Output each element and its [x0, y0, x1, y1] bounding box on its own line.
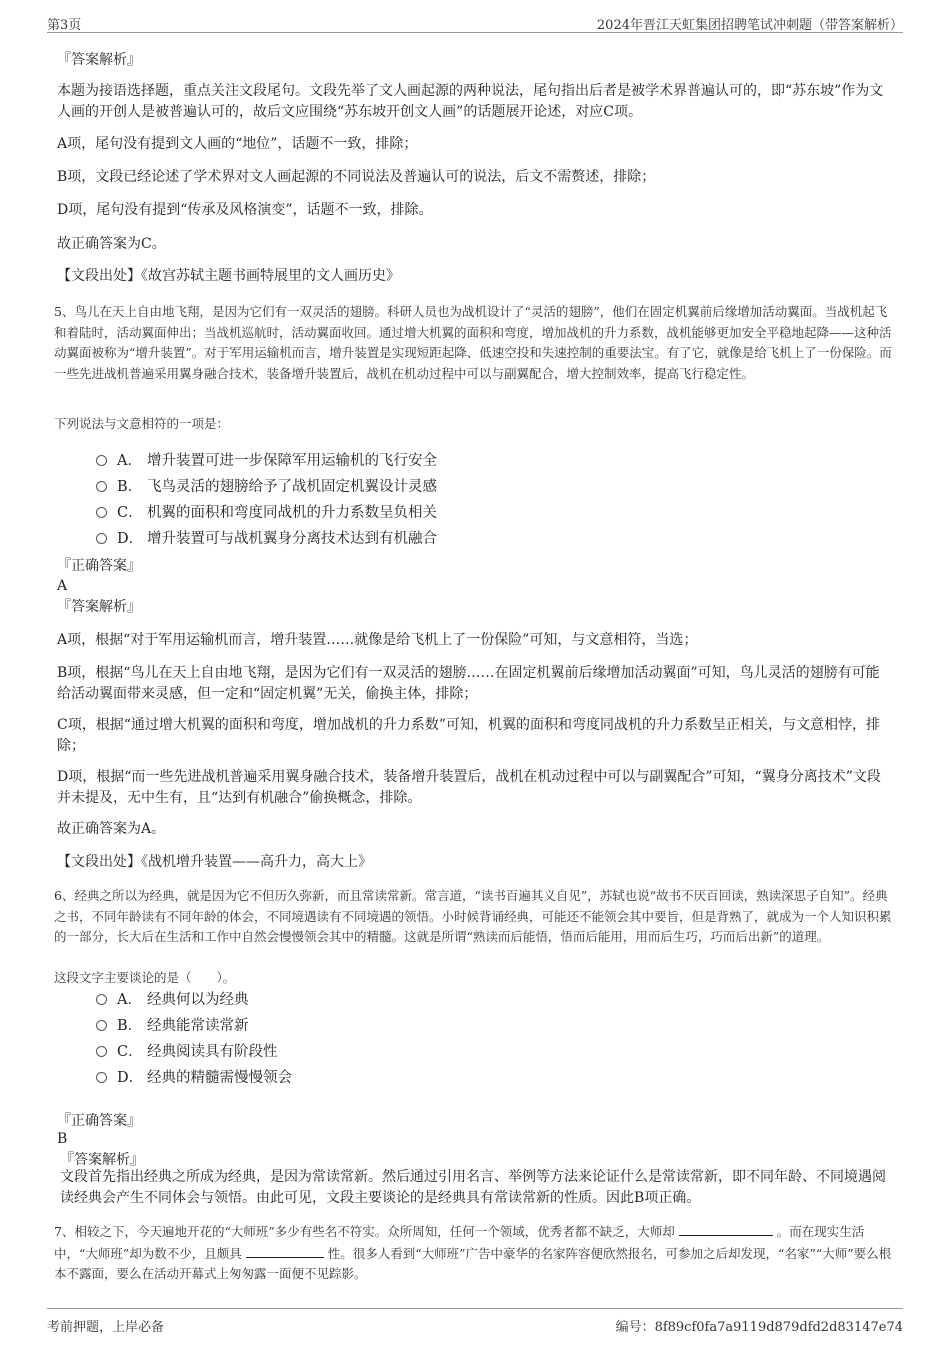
q7-passage: 7、相较之下，今天遍地开花的“大师班”多少有些名不符实。众所周知，任何一个领域，优秀者都不缺乏，大师却 。而在现实生活中，“大师班”却为数不少，且颇具 性。很多人看到“大师班”广告中豪华的名家阵容便欣然报名，可参加之后却发现，“名家”“大师”要么根本不露面，要么在活动开幕式上匆匆露一面便不见踪影。	[54, 1221, 896, 1285]
q6-option-d[interactable]: D． 经典的精髓需慢慢领会	[96, 1068, 292, 1088]
q6-option-b[interactable]: B． 经典能常读常新	[96, 1016, 249, 1036]
radio-icon[interactable]	[96, 533, 107, 544]
page-footer	[47, 1308, 903, 1339]
q6-answer-label: 『正确答案』	[57, 1113, 141, 1129]
radio-icon[interactable]	[96, 1072, 107, 1083]
q5-source: 【文段出处】《战机增升装置——高升力，高大上》	[57, 854, 372, 870]
q5-conclusion: 故正确答案为A。	[57, 821, 166, 837]
document-id: 编号：8f89cf0fa7a9119d879dfd2d83147e74	[615, 1320, 903, 1335]
q4-analysis-b: B项，文段已经论述了学术界对文人画起源的不同说法及普遍认可的说法，后文不需赘述，排除；	[57, 169, 656, 185]
q7-blank-2[interactable]	[246, 1243, 324, 1258]
radio-icon[interactable]	[96, 1046, 107, 1057]
q4-analysis-intro: 本题为接语选择题，重点关注文段尾句。文段先举了文人画起源的两种说法，尾句指出后者是被学术界普遍认可的，即“苏东坡”作为文人画的开创人是被普遍认可的，故后文应围绕“苏东坡开创文人画”的话题展开论述，对应C项。	[57, 83, 884, 120]
page-number: 第3页	[47, 18, 82, 33]
q4-conclusion: 故正确答案为C。	[57, 236, 166, 252]
page-header	[47, 10, 903, 33]
q4-analysis-a: A项，尾句没有提到文人画的“地位”，话题不一致，排除；	[57, 136, 418, 152]
q6-question: 这段文字主要谈论的是（ ）。	[54, 970, 236, 985]
q5-analysis-b: B项，根据“鸟儿在天上自由地飞翔，是因为它们有一双灵活的翅膀……在固定机翼前后缘增加活动翼面”可知，鸟儿灵活的翅膀有可能给活动翼面带来灵感，但一定和“固定机翼”无关，偷换主体，排除；	[57, 665, 880, 702]
q5-option-a[interactable]: A． 增升装置可进一步保障军用运输机的飞行安全	[96, 451, 437, 471]
radio-icon[interactable]	[96, 481, 107, 492]
q5-analysis-d: D项，根据“而一些先进战机普遍采用翼身融合技术，装备增升装置后，战机在机动过程中可以与副翼配合”可知，“翼身分离技术”文段并未提及，无中生有，且“达到有机融合”偷换概念，排除。	[57, 769, 881, 806]
q6-passage: 6、经典之所以为经典，就是因为它不但历久弥新，而且常读常新。常言道，“读书百遍其义自见”，苏轼也说“故书不厌百回读，熟读深思子自知”。经典之书，不同年龄读有不同年龄的体会，不同境遇读有不同境遇的领悟。小时候背诵经典，可能还不能领会其中要旨，但是背熟了，就成为一个人知识积累的一部分，长大后在生活和工作中自然会慢慢领会其中的精髓。这就是所谓“熟读而后能悟，悟而后能用，用而后生巧，巧而后出新”的道理。	[54, 888, 892, 944]
q4-analysis-label: 『答案解析』	[57, 52, 141, 68]
q6-analysis: 文段首先指出经典之所成为经典，是因为常读常新。然后通过引用名言、举例等方法来论证什么是常读常新，即不同年龄、不同境遇阅读经典会产生不同体会与领悟。由此可见，文段主要谈论的是经典具有常读常新的性质。因此B项正确。	[60, 1169, 886, 1206]
q6-option-c[interactable]: C． 经典阅读具有阶段性	[96, 1042, 278, 1062]
q5-option-b[interactable]: B． 飞鸟灵活的翅膀给予了战机固定机翼设计灵感	[96, 477, 437, 497]
radio-icon[interactable]	[96, 455, 107, 466]
q5-option-d[interactable]: D． 增升装置可与战机翼身分离技术达到有机融合	[96, 529, 437, 549]
q5-analysis-a: A项，根据“对于军用运输机而言，增升装置……就像是给飞机上了一份保险”可知，与文意相符，当选；	[57, 632, 698, 648]
radio-icon[interactable]	[96, 1020, 107, 1031]
q5-option-c[interactable]: C． 机翼的面积和弯度同战机的升力系数呈负相关	[96, 503, 437, 523]
footer-slogan: 考前押题，上岸必备	[47, 1320, 165, 1335]
q5-analysis-c: C项，根据“通过增大机翼的面积和弯度，增加战机的升力系数”可知，机翼的面积和弯度同战机的升力系数呈正相关，与文意相悖，排除；	[57, 717, 881, 754]
document-title: 2024年晋江天虹集团招聘笔试冲刺题（带答案解析）	[596, 18, 903, 33]
q5-answer-label: 『正确答案』	[57, 558, 141, 574]
q6-answer: B	[57, 1131, 68, 1147]
q4-analysis-d: D项，尾句没有提到“传承及风格演变”，话题不一致，排除。	[57, 202, 433, 218]
q5-answer: A	[57, 578, 68, 594]
q6-option-a[interactable]: A． 经典何以为经典	[96, 990, 249, 1010]
q5-passage: 5、鸟儿在天上自由地飞翔，是因为它们有一双灵活的翅膀。科研人员也为战机设计了“灵活的翅膀”，他们在固定机翼前后缘增加活动翼面。当战机起飞和着陆时，活动翼面伸出；当战机巡航时，活动翼面收回。通过增大机翼的面积和弯度，增加战机的升力系数，战机能够更加安全平稳地起降——这种活动翼面被称为“增升装置”。对于军用运输机而言，增升装置是实现短距起降、低速空投和失速控制的重要法宝。有了它，就像是给飞机上了一份保险。而一些先进战机普遍采用翼身融合技术，装备增升装置后，战机在机动过程中可以与副翼配合，增大控制效率，提高飞行稳定性。	[54, 304, 892, 381]
q6-analysis-label: 『答案解析』	[60, 1152, 144, 1168]
radio-icon[interactable]	[96, 994, 107, 1005]
q7-blank-1[interactable]	[679, 1221, 773, 1236]
q5-question: 下列说法与文意相符的一项是：	[54, 416, 230, 431]
q4-source: 【文段出处】《故宫苏轼主题书画特展里的文人画历史》	[57, 268, 400, 284]
q5-analysis-label: 『答案解析』	[57, 599, 141, 615]
radio-icon[interactable]	[96, 507, 107, 518]
